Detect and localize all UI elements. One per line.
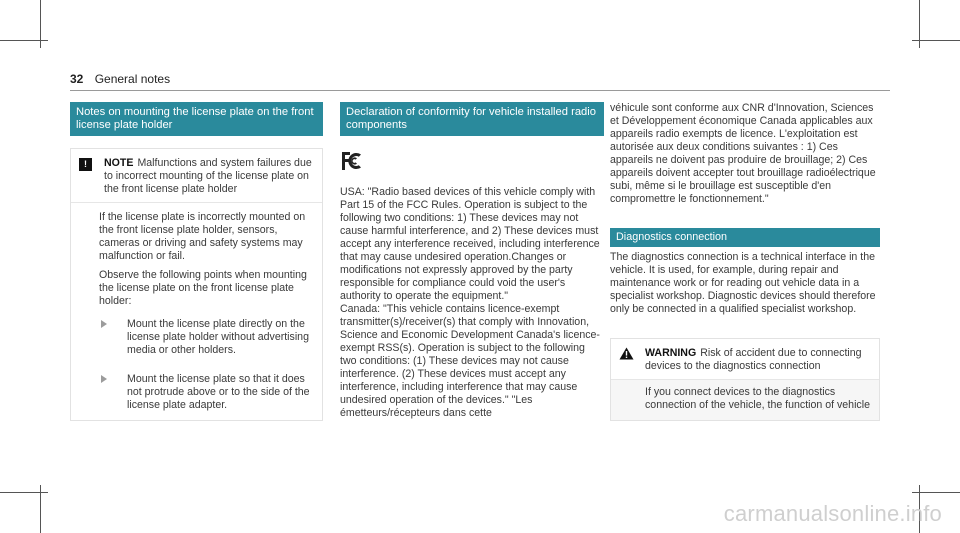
section-heading: Declaration of conformity for vehicle installed radio components bbox=[340, 102, 604, 136]
canada-statement: Canada: "This vehicle contains licence-exempt transmitter(s)/receiver(s) that comply with Innovation, Science and Economic Development Canada's licence-exempt RSS(s). Operation is subject to the following two conditions: (1) These devices may not cause interference. (2) These devices must accept any interference, including interference that may cause undesired operation of the devices." "Les émetteurs/récepteurs dans cette bbox=[340, 303, 600, 419]
warning-box bbox=[610, 338, 880, 421]
bullet-arrow-icon bbox=[101, 375, 113, 383]
fcc-logo bbox=[340, 150, 604, 176]
note-paragraph: If the license plate is incorrectly mounted on the front license plate holder, sensors, cameras or driving and safety systems may malfunction or fail. bbox=[99, 211, 306, 262]
header-rule bbox=[70, 90, 890, 91]
note-description: Malfunctions and system failures due to incorrect mounting of the license plate on the front license plate holder bbox=[104, 157, 312, 195]
usa-statement: USA: "Radio based devices of this vehicle comply with Part 15 of the FCC Rules. Operation is subject to the following two conditions: 1) These devices may not cause harmful interference, and 2) These devices must accept any interference received, including interference that may cause undesired operation.Changes or modifications not expressly approved by the party responsible for compliance could void the user's authority to operate the equipment." bbox=[340, 186, 600, 302]
diagnostics-paragraph: The diagnostics connection is a technical interface in the vehicle. It is used, for example, during repair and maintenance work or for reading out vehicle data in a specialist workshop. Diagnostic devices should therefore only be connected in a qualified specialist workshop. bbox=[610, 251, 876, 315]
warning-text bbox=[645, 347, 871, 373]
page-number: 32 bbox=[70, 72, 84, 86]
section-heading: Notes on mounting the license plate on the front license plate holder bbox=[70, 102, 323, 136]
note-box bbox=[70, 148, 323, 421]
note-text bbox=[104, 157, 314, 196]
french-statement: véhicule sont conforme aux CNR d'Innovation, Sciences et Développement économique Canada applicables aux appareils radio exempts de licence. L'exploitation est autorisée aux deux conditions suivantes : 1) Ces appareils ne doivent pas produire de brouillage; 2) Ces appareils doivent accepter tout brouillage radioélectrique subi, même si le brouillage est susceptible d'en compromettre le fonctionnement." bbox=[610, 102, 876, 205]
crop-mark bbox=[0, 492, 48, 493]
warning-body: If you connect devices to the diagnostics connection of the vehicle, the function of vehicle bbox=[611, 380, 879, 420]
fcc-logo-icon bbox=[340, 150, 364, 172]
section-heading: Diagnostics connection bbox=[610, 228, 880, 247]
list-item-text: Mount the license plate directly on the license plate holder without advertising media or other holders. bbox=[127, 318, 309, 356]
section-title: General notes bbox=[94, 72, 171, 86]
list-item-text: Mount the license plate so that it does not protrude above or to the side of the license plate adapter. bbox=[127, 373, 310, 411]
note-paragraph: Observe the following points when mounting the license plate on the front license plate holder: bbox=[99, 269, 307, 307]
page-header bbox=[70, 72, 170, 86]
column-diagnostics bbox=[610, 102, 880, 421]
exclamation-icon: ! bbox=[79, 158, 92, 171]
list-item bbox=[101, 318, 314, 357]
list-item bbox=[101, 373, 314, 412]
bullet-arrow-icon bbox=[101, 320, 113, 328]
warning-header bbox=[611, 339, 879, 380]
warning-description: Risk of accident due to connecting devices to the diagnostics connection bbox=[645, 347, 862, 372]
note-label: NOTE bbox=[104, 157, 134, 169]
column-license-plate bbox=[70, 102, 323, 421]
crop-mark bbox=[912, 40, 960, 41]
note-body bbox=[71, 203, 322, 420]
warning-label: WARNING bbox=[645, 347, 697, 359]
watermark: carmanualsonline.info bbox=[723, 501, 942, 526]
column-conformity bbox=[340, 102, 604, 420]
note-header bbox=[71, 149, 322, 203]
crop-mark bbox=[912, 492, 960, 493]
warning-triangle-icon bbox=[619, 347, 635, 373]
crop-mark bbox=[0, 40, 48, 41]
